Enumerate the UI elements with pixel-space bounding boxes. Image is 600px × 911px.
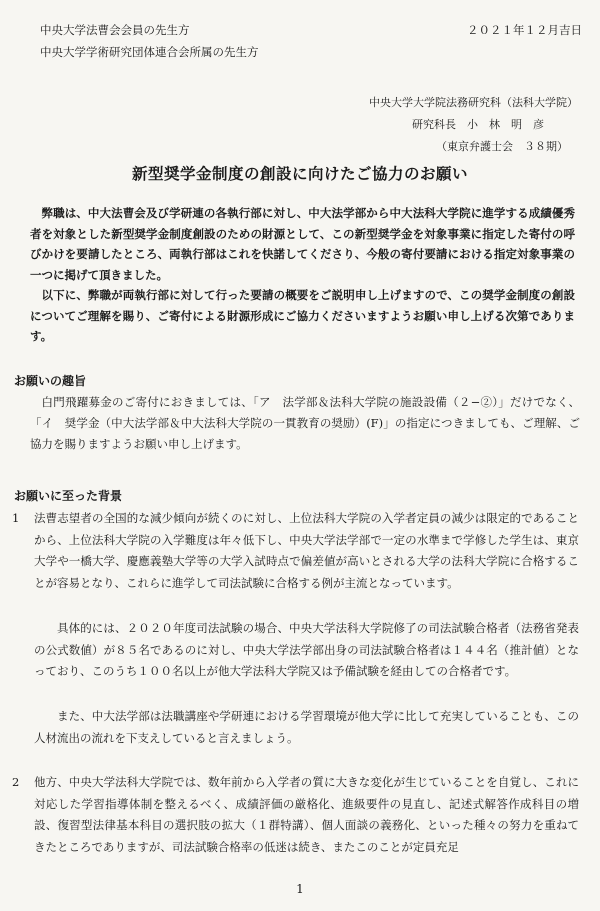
intro-paragraph-2: 以下に、弊職が両執行部に対して行った要請の概要をご説明申し上げますので、この奨学金制度の創設についてご理解を賜り、ご寄付による財源形成にご協力くださいますようお願い申し上げる次第であります。 <box>30 288 575 343</box>
item-1-text: 法曹志望者の全国的な減少傾向が続くのに対し、上位法科大学院の入学者定員の減少は限定的であることから、上位法科大学院の入学難度は年々低下し、中央大学法学部で一定の水準まで学修した学生は、東京大学や一橋大学、慶應義塾大学等の大学入試時点で偏差値が高いとされる大学の法科大学院に合格することが容易となり、これらに進学して司法試験に合格する例が主流となっています。 <box>34 511 579 590</box>
sender-affiliation: （東京弁護士会 ３８期） <box>436 140 568 153</box>
page-number: 1 <box>296 882 304 896</box>
section-heading-purpose: お願いの趣旨 <box>14 374 87 388</box>
sender-name: 研究科長 小 林 明 彦 <box>412 118 544 131</box>
intro-paragraph-1: 弊職は、中大法曹会及び学研連の各執行部に対し、中大法学部から中大法科大学院に進学する成績優秀者を対象とした新型奨学金制度創設のための財源として、この新型奨学金を対象事業に指定した寄付の呼びかけを要請したところ、両執行部はこれを快諾してくださり、今般の寄付要請における指定対象事業の一つに掲げて頂きました。 <box>30 206 575 282</box>
item-2-text: 他方、中央大学法科大学院では、数年前から入学者の質に大きな変化が生じていることを自覚し、これに対応した学習指導体制を整えるべく、成績評価の厳格化、進級要件の見直し、記述式解答作成科目の増設、復習型法律基本科目の選択肢の拡大（１群特講）、個人面談の義務化、といった種々の努力を重ねてきたところでありますが、司法試験合格率の低迷は続き、またこのことが定員充足 <box>34 775 579 854</box>
purpose-paragraph: 白門飛躍募金のご寄付におきましては、「ア 法学部＆法科大学院の施設設備（２−②）」だけでなく、「イ 奨学金（中大法学部＆中大法科大学院の一貫教育の奨励）(F)」の指定につきましても、ご理解、ご協力を賜りますようお願い申し上げます。 <box>30 395 580 451</box>
background-item-2 <box>12 772 579 858</box>
page-title: 新型奨学金制度の創設に向けたご協力のお願い <box>131 165 468 183</box>
background-item-1 <box>12 508 579 594</box>
item-number-2: 2 <box>12 775 20 789</box>
section-heading-background: お願いに至った背景 <box>14 489 123 503</box>
date: ２０２１年１２月吉日 <box>467 23 582 37</box>
background-item-1-note: また、中大法学部は法職講座や学研連における学習環境が他大学に比して充実していることも、この人材流出の流れを下支えしていると言えましょう。 <box>34 709 579 745</box>
addressee-1: 中央大学法曹会会員の先生方 <box>40 23 190 37</box>
item-number-1: 1 <box>12 511 20 525</box>
addressee-2: 中央大学学術研究団体連合会所属の先生方 <box>40 45 259 59</box>
sender-org: 中央大学大学院法務研究科（法科大学院） <box>369 96 578 109</box>
background-item-1-detail: 具体的には、２０２０年度司法試験の場合、中央大学法科大学院修了の司法試験合格者（法務省発表の公式数値）が８５名であるのに対し、中央大学法学部出身の司法試験合格者は１４４名（推計値）となっており、このうち１００名以上が他大学法科大学院又は予備試験を経由しての合格者です。 <box>34 621 579 678</box>
